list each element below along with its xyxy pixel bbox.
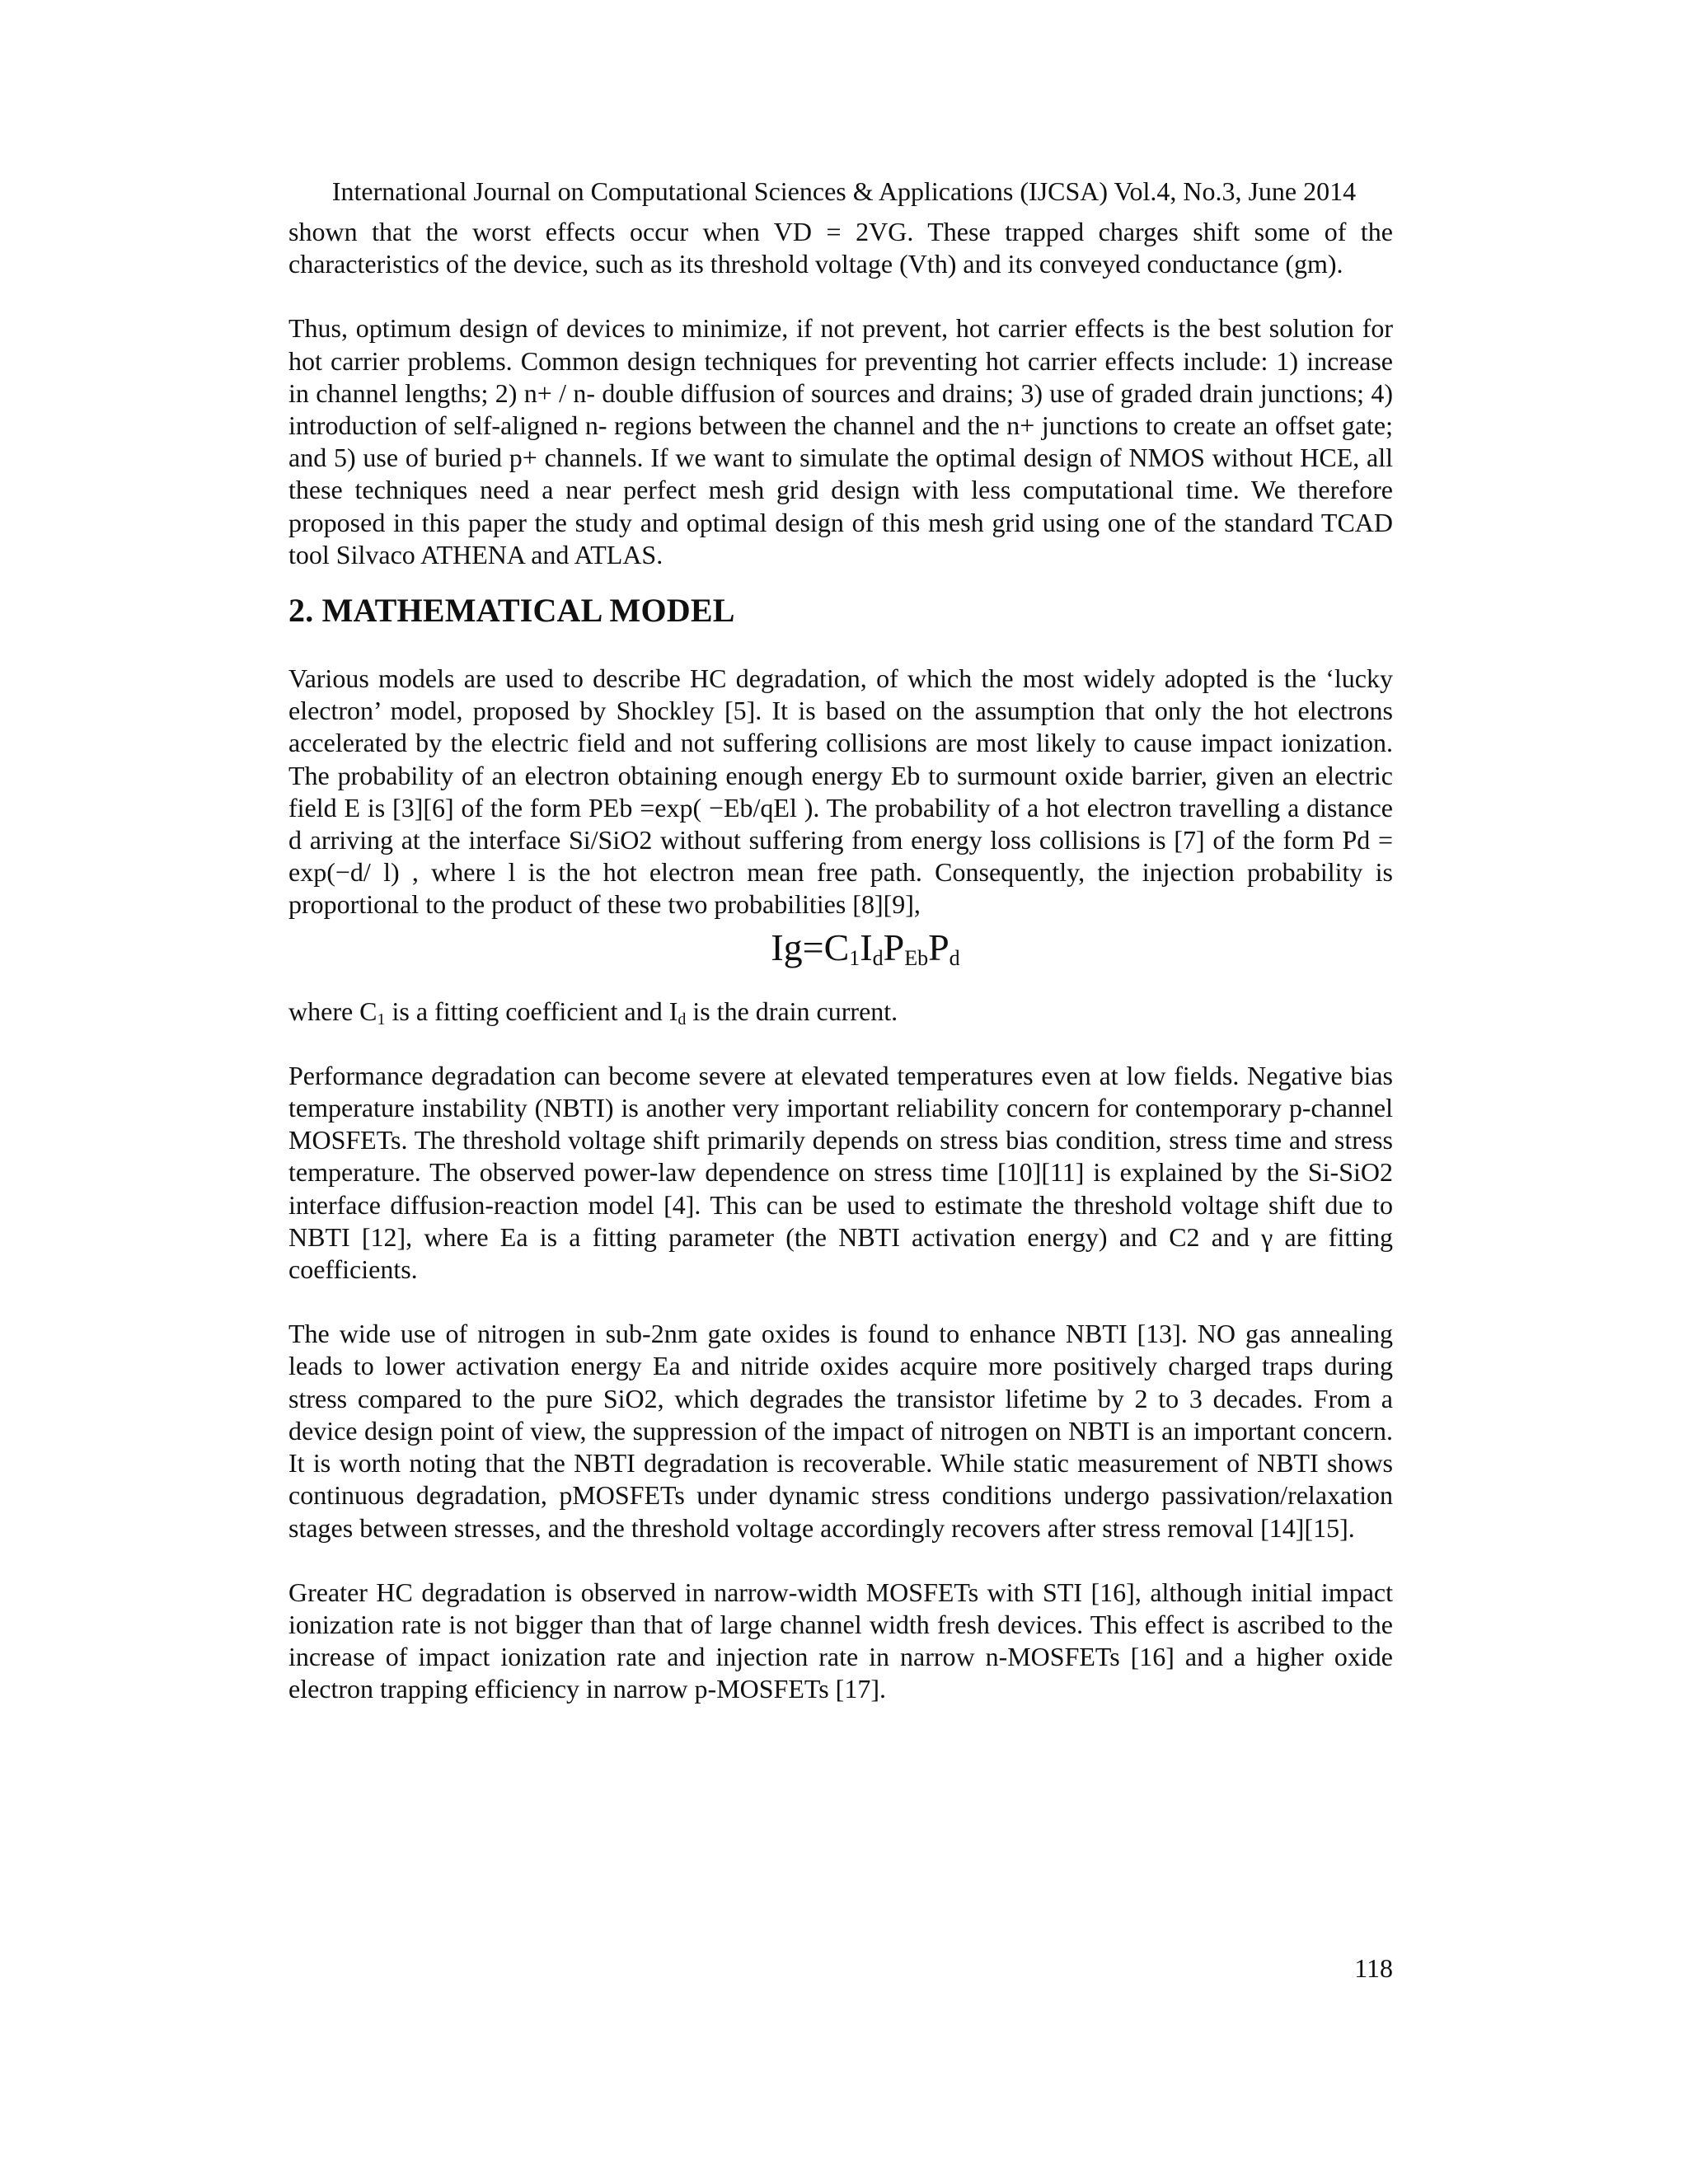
paragraph-2: Thus, optimum design of devices to minimize, if not prevent, hot carrier effects is the best solution for hot carrier problems. Common design techniques for preventing hot carrier effects include: 1) increase in channel lengths; 2) n+ / n- double diffusion of sources and drains; 3) use of graded drain junctions; 4) introduction of self-aligned n- regions between the channel and the n+ junctions to create an offset gate; and 5) use of buried p+ channels. If we want to simulate the optimal design of NMOS without HCE, all these techniques need a near perfect mesh grid design with less computational time. We therefore proposed in this paper the study and optimal design of this mesh grid using one of the standard TCAD tool Silvaco ATHENA and ATLAS. [288, 313, 1393, 569]
paragraph-gap [288, 1028, 1393, 1060]
equation-gap [288, 971, 1393, 996]
section-heading: 2. MATHEMATICAL MODEL [288, 592, 735, 630]
text-run: is a fitting coefficient and I [385, 996, 678, 1026]
paragraph-3: Various models are used to describe HC degradation, of which the most widely adopted is the ‘lucky electron’ model, proposed by Shockley [5]. It is based on the assumption that only the hot electrons accelerated by the electric field and not suffering collisions are most likely to cause impact ionization. The probability of an electron obtaining enough energy Eb to surmount oxide barrier, given an electric field E is [3][6] of the form PEb =exp( −Eb/qEl ). The probability of a hot electron travelling a distance d arriving at the interface Si/SiO2 without suffering from energy loss collisions is [7] of the form Pd = exp(−d/ l) , where l is the hot electron mean free path. Consequently, the injection probability is proportional to the product of these two probabilities [8][9], [288, 663, 1393, 920]
equation-subscript: Eb [904, 945, 929, 970]
page-number: 118 [1354, 1953, 1393, 1983]
equation-part: P [883, 926, 905, 968]
equation-part: I [860, 926, 873, 968]
paragraph-gap [288, 1544, 1393, 1577]
equation-subscript: d [872, 945, 884, 970]
equation-part: P [928, 926, 950, 968]
equation-ig [288, 925, 1393, 971]
equation-part: Ig=C [771, 926, 850, 968]
text-run: where C [288, 996, 377, 1026]
running-header: International Journal on Computational Sciences & Applications (IJCSA) Vol.4, No.3, June 2014 [331, 176, 1357, 206]
equation-subscript: 1 [849, 945, 860, 970]
text-subscript: 1 [377, 1010, 386, 1029]
heading-gap-bottom [288, 630, 1393, 663]
paragraph-1: shown that the worst effects occur when VD = 2VG. These trapped charges shift some of the characteristics of the device, such as its threshold voltage (Vth) and its conveyed conductance (gm). [288, 217, 1393, 279]
paragraph-gap [288, 1286, 1393, 1318]
equation-subscript: d [949, 945, 960, 970]
paragraph-6: The wide use of nitrogen in sub-2nm gate oxides is found to enhance NBTI [13]. NO gas annealing leads to lower activation energy Ea and nitride oxides acquire more positively charged traps during stress compared to the pure SiO2, which degrades the transistor lifetime by 2 to 3 decades. From a device design point of view, the suppression of the impact of nitrogen on NBTI is an important concern. It is worth noting that the NBTI degradation is recoverable. While static measurement of NBTI shows continuous degradation, pMOSFETs under dynamic stress conditions undergo passivation/relaxation stages between stresses, and the threshold voltage accordingly recovers after stress removal [14][15]. [288, 1319, 1393, 1543]
main-content [288, 216, 1393, 1706]
text-run: is the drain current. [686, 996, 898, 1026]
paragraph-7: Greater HC degradation is observed in narrow-width MOSFETs with STI [16], although initial impact ionization rate is not bigger than that of large channel width fresh devices. This effect is ascribed to the increase of impact ionization rate and injection rate in narrow n-MOSFETs [16] and a higher oxide electron trapping efficiency in narrow p-MOSFETs [17]. [288, 1577, 1393, 1704]
paragraph-gap [288, 280, 1393, 312]
text-subscript: d [678, 1010, 687, 1029]
paragraph-5: Performance degradation can become severe at elevated temperatures even at low fields. Negative bias temperature instability (NBTI) is another very important reliability concern for contemporary p-channel MOSFETs. The threshold voltage shift primarily depends on stress bias condition, stress time and stress temperature. The observed power-law dependence on stress time [10][11] is explained by the Si-SiO2 interface diffusion-reaction model [4]. This can be used to estimate the threshold voltage shift due to NBTI [12], where Ea is a fitting parameter (the NBTI activation energy) and C2 and γ are fitting coefficients. [288, 1060, 1393, 1285]
paragraph-4 [288, 996, 1393, 1028]
heading-gap-top [288, 571, 1393, 591]
